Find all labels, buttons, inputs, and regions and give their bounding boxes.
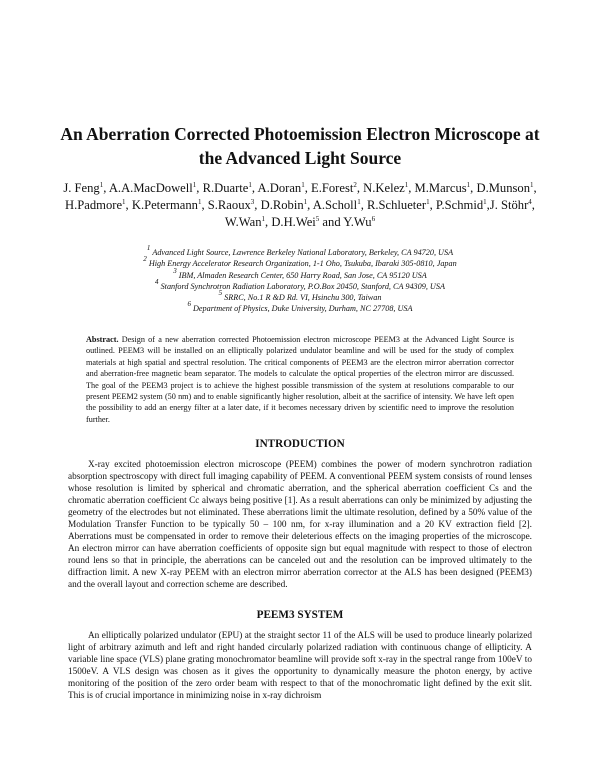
affiliation-line xyxy=(70,266,530,281)
author-name: D.Robin xyxy=(260,198,304,212)
affiliation-line xyxy=(70,300,530,314)
author-affiliation-mark: 3 xyxy=(250,198,255,206)
author-name: N.Kelez xyxy=(363,181,405,195)
affiliation-number: 4 xyxy=(155,277,159,286)
author-separator: , xyxy=(251,181,258,195)
author-separator: , xyxy=(103,181,109,195)
author-name: A.A.MacDowell xyxy=(108,181,193,195)
author-separator: and xyxy=(319,215,344,229)
affiliation-text: SRRC, No.1 R &D Rd. VI, Hsinchu 300, Taiwan xyxy=(224,293,382,303)
author-affiliation-mark: 1 xyxy=(301,181,305,189)
affiliation-line xyxy=(70,255,530,269)
author-separator: , xyxy=(533,181,537,195)
author-affiliation-mark: 1 xyxy=(303,198,308,206)
author-separator: , xyxy=(429,198,436,212)
section-heading-introduction: INTRODUCTION xyxy=(255,438,345,450)
author-separator: , xyxy=(531,198,535,212)
section-heading-peem3-system: PEEM3 SYSTEM xyxy=(256,609,344,621)
section-text-introduction: X-ray excited photoemission electron microscope (PEEM) combines the power of modern synchrotron radiation absorption spectroscopy with direct full imaging capability of PEEM. A conventional PEEM system consists of round lenses whose resolution is limited by spherical and chromatic aberration, and the spherical aberration coefficient Cs and the chromatic aberration coefficient Cc always being positive [1]. As a result aberrations can only be minimized by adjusting the geometry of the electrodes but not eliminated. These aberrations limit the ultimate resolution, defined by a 50% value of the Modulation Transfer Function to be typically 50 – 100 nm, for x-ray illumination and a 20 KV extraction field [2]. Aberrations must be compensated in order to remove their deleterious effects on the imaging properties of the microscope. An electron mirror can have aberration coefficients of opposite sign but equal magnitude with respect to those of electron round lens so that in principle, the aberrations can be canceled out and the resolution can be improved ultimately to the diffraction limit. A new X-ray PEEM with an electron mirror aberration corrector at the ALS has been designed (PEEM3) and the overall layout and correction scheme are described. xyxy=(68,460,532,590)
author-name: D.Munson xyxy=(476,181,530,195)
author-separator: , xyxy=(360,198,367,212)
affiliation-text: IBM, Almaden Research Center, 650 Harry Road, San Jose, CA 95120 USA xyxy=(178,270,427,280)
author-name: Stöhr xyxy=(501,198,529,212)
affiliation-text: Department of Physics, Duke University, Durham, NC 27708, USA xyxy=(193,304,413,314)
paper-title: An Aberration Corrected Photoemission Electron Microscope at the Advanced Light Source xyxy=(60,124,540,168)
author-name: M.Marcus xyxy=(414,181,467,195)
author-list xyxy=(50,180,550,231)
abstract-text: Design of a new aberration corrected Photoemission electron microscope PEEM3 at the Advanced Light Source is outlined. PEEM3 will be installed on an elliptically polarized undulator beamline and will be used for the study of complex materials at high spatial and spectral resolution. The critical components of PEEM3 are the electron mirror aberration corrector and aberration-free magnetic beam separator. The models to calculate the optical properties of the electron mirror are discussed. The goal of the PEEM3 project is to achieve the highest possible transmission of the system at resolutions comparable to our present PEEM2 system (50 nm) and to enable significantly higher resolution, albeit at the sacrifice of intensity. We have left open the possibility to add an energy filter at a later date, if it becomes necessary driven by scientific need to improve the resolution further. xyxy=(86,335,514,424)
affiliation-list xyxy=(70,244,530,315)
author-name: E.Forest xyxy=(311,181,354,195)
author-affiliation-mark: 1 xyxy=(192,181,197,189)
author-separator: , xyxy=(307,198,313,212)
author-affiliation-mark: 1 xyxy=(99,181,104,189)
author-name: R.Schlueter xyxy=(366,198,427,212)
author-affiliation-mark: 1 xyxy=(357,198,361,206)
author-affiliation-mark: 1 xyxy=(426,198,430,206)
author-affiliation-mark: 2 xyxy=(353,181,357,189)
affiliation-line xyxy=(70,244,530,258)
author-name: S.Raoux xyxy=(207,198,251,212)
abstract-label: Abstract. xyxy=(86,335,119,344)
author-affiliation-mark: 1 xyxy=(261,215,266,223)
author-separator: , xyxy=(304,181,312,195)
author-affiliation-mark: 1 xyxy=(122,198,126,206)
author-separator: , xyxy=(196,181,203,195)
author-separator: , xyxy=(470,181,477,195)
affiliation-number: 1 xyxy=(146,244,151,252)
author-name: A.Scholl xyxy=(312,198,358,212)
affiliation-line xyxy=(70,277,530,292)
author-affiliation-mark: 1 xyxy=(530,181,534,189)
author-separator: , xyxy=(265,215,272,229)
section-text-peem3-system: An elliptically polarized undulator (EPU) at the straight sector 11 of the ALS will be used to produce linearly polarized light of arbitrary azimuth and left and right handed circularly polarized radiation with continuous change of ellipticity. A variable line space (VLS) plane grating monochromator beamline will provide soft x-ray in the spectral range from 100eV to 1500eV. A VLS design was chosen as it gives the opportunity to dynamically measure the photon energy, by active monitoring of the position of the zero order beam with respect to that of the monochromatic light defined by the exit slit. This is of crucial importance in minimizing noise in x-ray dichroism xyxy=(68,631,532,701)
author-separator: , xyxy=(408,181,415,195)
author-affiliation-mark: 4 xyxy=(528,198,532,206)
author-separator: , xyxy=(201,198,208,212)
author-affiliation-mark: 6 xyxy=(371,215,376,223)
author-separator: , xyxy=(254,198,261,212)
author-affiliation-mark: 1 xyxy=(404,181,409,189)
author-name: W.Wan xyxy=(224,215,262,229)
affiliation-text: Advanced Light Source, Lawrence Berkeley National Laboratory, Berkeley, CA 94720, USA xyxy=(152,248,454,257)
author-name: Y.Wu xyxy=(343,215,372,229)
author-name: H.Padmore xyxy=(65,198,123,212)
affiliation-number: 6 xyxy=(187,300,191,309)
author-affiliation-mark: 1 xyxy=(197,198,202,206)
author-affiliation-mark: 1 xyxy=(248,181,252,189)
affiliation-line xyxy=(70,289,530,303)
author-name: P.Schmid xyxy=(435,198,484,212)
author-separator: ,J. xyxy=(486,198,501,212)
affiliation-number: 3 xyxy=(173,266,177,275)
affiliation-text: High Energy Accelerator Research Organization, 1-1 Oho, Tsukuba, Ibaraki 305-0810, Japan xyxy=(148,259,457,269)
author-separator: , xyxy=(125,198,132,212)
author-name: K.Petermann xyxy=(131,198,198,212)
author-affiliation-mark: 5 xyxy=(315,215,320,223)
affiliation-number: 2 xyxy=(143,255,147,264)
author-separator: , xyxy=(356,181,364,195)
abstract xyxy=(86,334,514,425)
author-affiliation-mark: 1 xyxy=(466,181,471,189)
author-name: R.Duarte xyxy=(202,181,249,195)
author-name: J. Feng xyxy=(63,181,100,195)
author-name: A.Doran xyxy=(257,181,302,195)
affiliation-number: 5 xyxy=(218,289,223,298)
author-name: D.H.Wei xyxy=(271,215,316,229)
affiliation-text: Stanford Synchrotron Radiation Laboratory, P.O.Box 20450, Stanford, CA 94309, USA xyxy=(160,281,445,291)
author-affiliation-mark: 1 xyxy=(483,198,487,206)
